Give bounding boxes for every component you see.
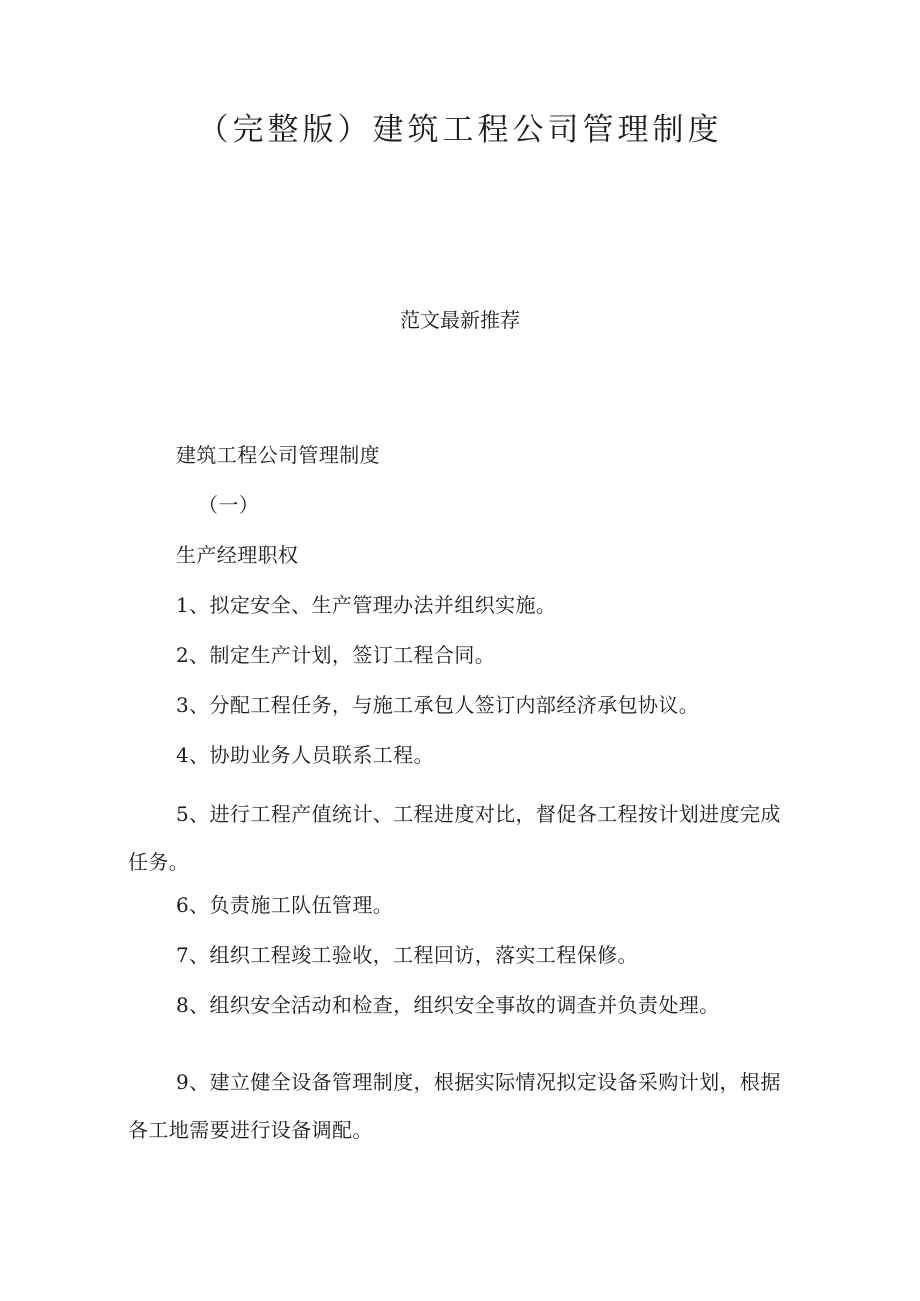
- list-item: 4、协助业务人员联系工程。: [176, 743, 434, 767]
- list-item: 7、组织工程竣工验收，工程回访，落实工程保修。: [176, 943, 638, 967]
- list-item: 2、制定生产计划，签订工程合同。: [176, 643, 496, 667]
- list-item: 6、负责施工队伍管理。: [176, 893, 394, 917]
- document-title: （完整版）建筑工程公司管理制度: [197, 112, 723, 148]
- document-subtitle: 范文最新推荐: [400, 308, 520, 332]
- section-heading: 建筑工程公司管理制度: [176, 443, 380, 467]
- section-number: （一）: [198, 493, 260, 517]
- list-item: 5、进行工程产值统计、工程进度对比，督促各工程按计划进度完成任务。: [128, 802, 781, 874]
- list-item: 9、建立健全设备管理制度，根据实际情况拟定设备采购计划，根据各工地需要进行设备调配。: [128, 1070, 781, 1142]
- list-item: 8、组织安全活动和检查，组织安全事故的调查并负责处理。: [176, 993, 720, 1017]
- list-item: 3、分配工程任务，与施工承包人签订内部经济承包协议。: [176, 693, 700, 717]
- document-body: [128, 440, 800, 1158]
- section-title: 生产经理职权: [176, 543, 299, 567]
- list-item: 1、拟定安全、生产管理办法并组织实施。: [176, 593, 557, 617]
